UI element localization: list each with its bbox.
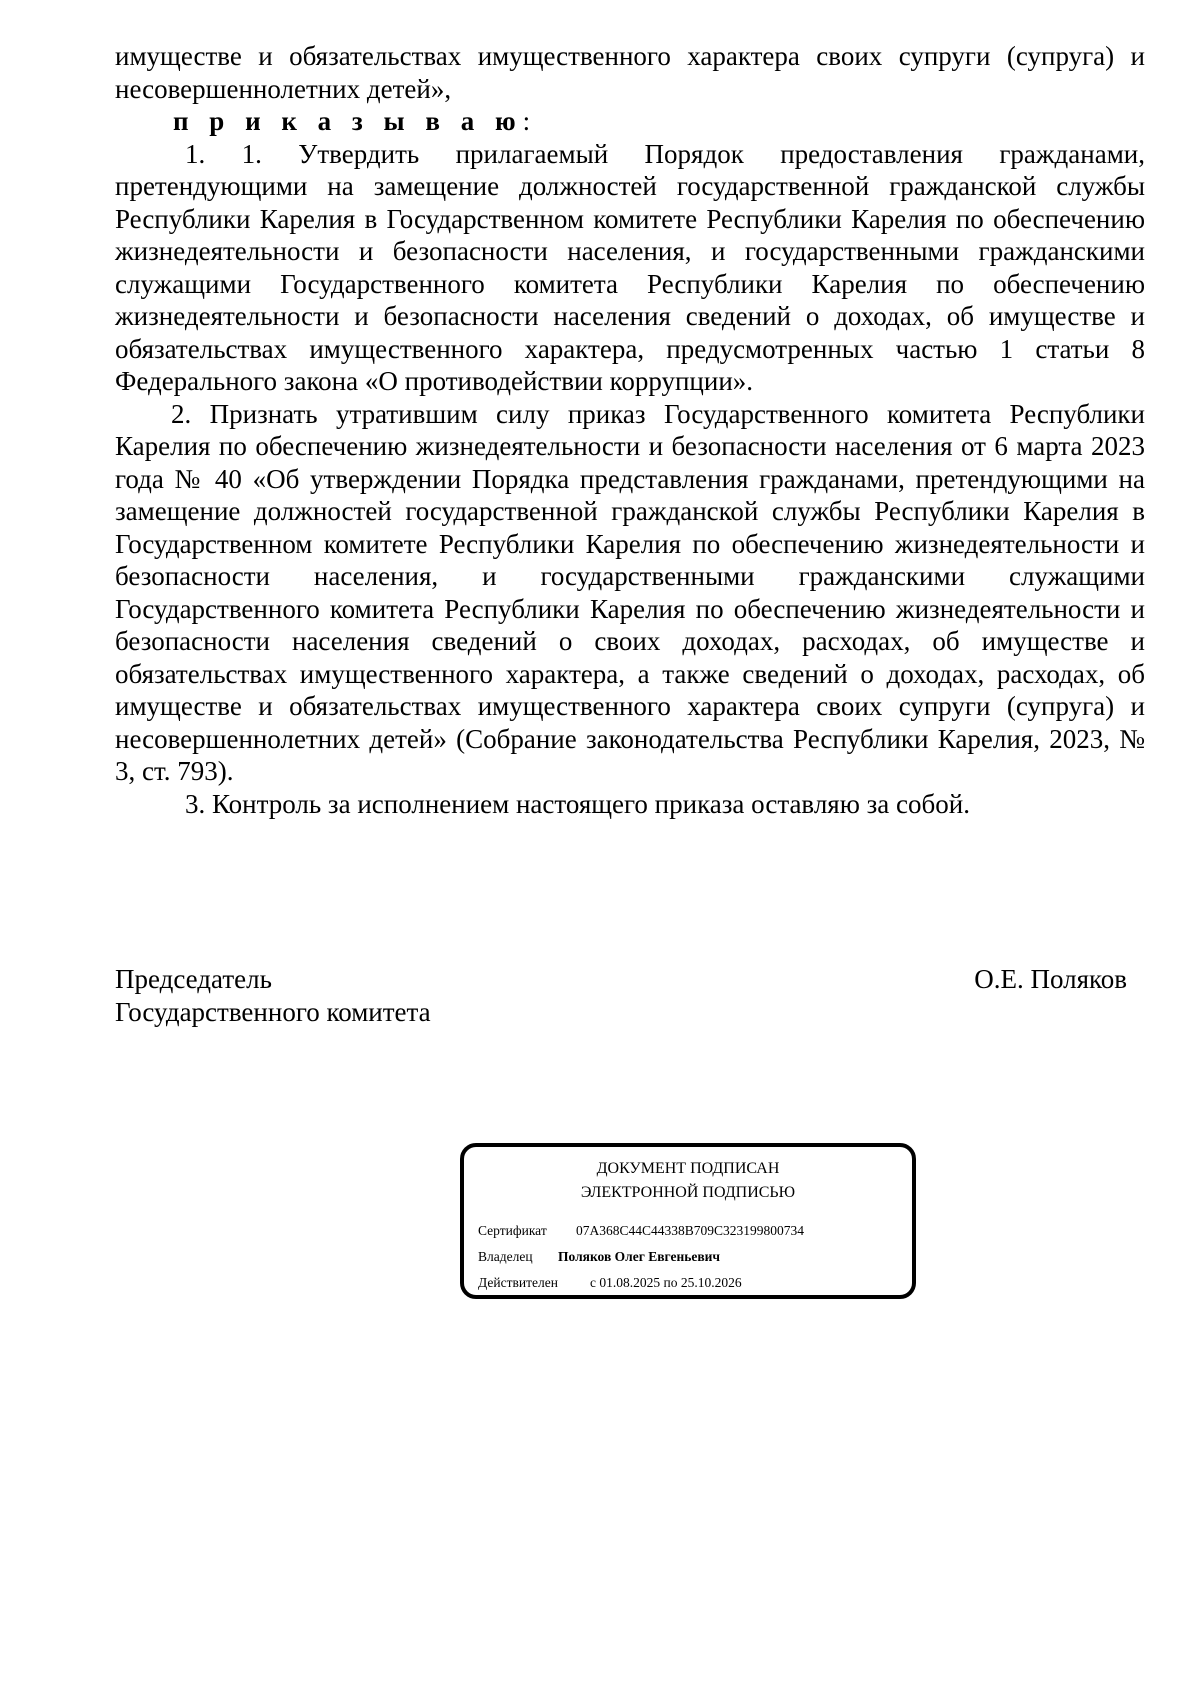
order-colon: : [522,106,531,136]
stamp-validity-row [478,1273,742,1293]
intro-fragment: имуществе и обязательствах имущественного характера своих супруги (супруга) и несовершеннолетних детей», [115,41,1145,104]
document-body [115,40,1145,820]
item-3: 3. Контроль за исполнением настоящего приказа оставляю за собой. [185,788,970,819]
owner-value: Поляков Олег Евгеньевич [558,1249,721,1264]
order-heading [115,105,1145,138]
certificate-label: Сертификат [478,1223,547,1238]
stamp-certificate-row [478,1221,804,1241]
signer-position [115,963,431,1029]
valid-value: с 01.08.2025 по 25.10.2026 [590,1275,742,1290]
item-1: 1. 1. Утвердить прилагаемый Порядок предоставления гражданами, претендующими на замещение должностей государственной гражданской службы Республики Карелия в Государственном комитете Республики Карелия по обеспечению жизнедеятельности и безопасности населения, и государственными гражданскими служащими Государственного комитета Республики Карелия по обеспечению жизнедеятельности и безопасности населения сведений о доходах, об имуществе и обязательствах имущественного характера, предусмотренных частью 1 статьи 8 Федерального закона «О противодействии коррупции». [115,138,1145,396]
stamp-title-line2: ЭЛЕКТРОННОЙ ПОДПИСЬЮ [580,1184,796,1201]
electronic-signature-stamp [460,1143,916,1299]
certificate-value: 07A368C44C44338B709C323199800734 [576,1223,805,1238]
stamp-owner-row [478,1247,720,1267]
owner-label: Владелец [478,1249,533,1264]
signer-name: О.Е. Поляков [974,964,1127,994]
stamp-title-line1: ДОКУМЕНТ ПОДПИСАН [596,1160,780,1177]
valid-label: Действителен [478,1275,558,1290]
signer-position-line2: Государственного комитета [115,997,431,1027]
order-word: п р и к а з ы в а ю [173,106,523,136]
signer-position-line1: Председатель [115,964,272,994]
stamp-title [464,1157,912,1205]
item-2: 2. Признать утратившим силу приказ Государственного комитета Республики Карелия по обеспечению жизнедеятельности и безопасности населения от 6 марта 2023 года № 40 «Об утверждении Порядка представления гражданами, претендующими на замещение должностей государственной гражданской службы Республики Карелия в Государственном комитете Республики Карелия по обеспечению жизнедеятельности и безопасности населения, и государственными гражданскими служащими Государственного комитета Республики Карелия по обеспечению жизнедеятельности и безопасности населения сведений о своих доходах, расходах, об имуществе и обязательствах имущественного характера, а также сведений о доходах, расходах, об имуществе и обязательствах имущественного характера своих супруги (супруга) и несовершеннолетних детей» (Собрание законодательства Республики Карелия, 2023, № 3, ст. 793). [115,398,1145,786]
